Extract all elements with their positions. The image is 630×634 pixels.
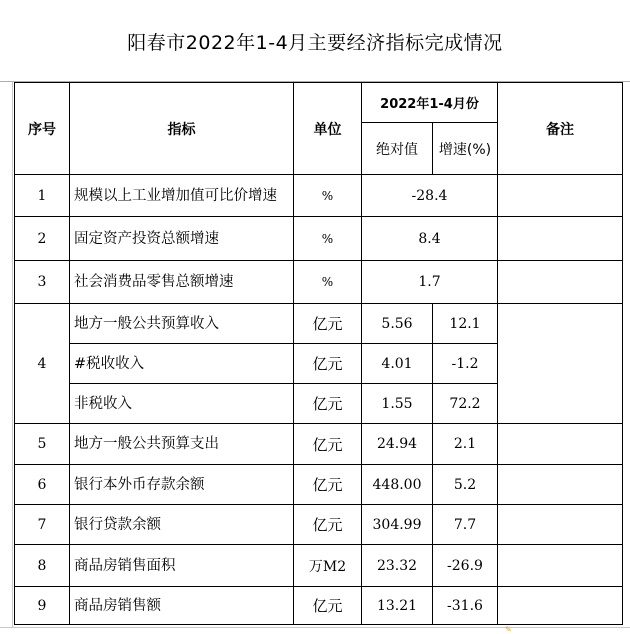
row-unit: 亿元 [294,344,362,384]
row-indicator: 非税收入 [70,384,294,424]
row-seq: 7 [15,505,70,545]
row-seq: 3 [15,261,70,304]
row-remark [498,217,623,261]
row-indicator: 地方一般公共预算收入 [70,304,294,344]
row-unit: 万M2 [294,545,362,587]
row-remark [498,424,623,465]
row-unit: % [294,217,362,261]
header-growth: 增速(%) [433,123,498,175]
row-unit: % [294,175,362,217]
row-remark [498,587,623,625]
row-seq: 2 [15,217,70,261]
row-value: 8.4 [362,217,498,261]
table-row [15,465,623,505]
row-unit: % [294,261,362,304]
row-indicator: 商品房销售面积 [70,545,294,587]
table-row [15,505,623,545]
table-row [15,304,623,344]
row-unit: 亿元 [294,587,362,625]
row-growth: 2.1 [433,424,498,465]
row-absolute: 24.94 [362,424,433,465]
row-growth: -31.6 [433,587,498,625]
row-seq: 6 [15,465,70,505]
row-seq: 9 [15,587,70,625]
header-absolute: 绝对值 [362,123,433,175]
row-absolute: 23.32 [362,545,433,587]
table-row [15,175,623,217]
row-indicator: 固定资产投资总额增速 [70,217,294,261]
row-unit: 亿元 [294,304,362,344]
row-growth: 72.2 [433,384,498,424]
header-seq: 序号 [15,83,70,175]
row-growth: 5.2 [433,465,498,505]
row-growth: 7.7 [433,505,498,545]
row-indicator: 商品房销售额 [70,587,294,625]
row-absolute: 304.99 [362,505,433,545]
row-value: 1.7 [362,261,498,304]
indicators-table [14,82,623,625]
row-remark [498,545,623,587]
header-indicator: 指标 [70,83,294,175]
row-remark [498,261,623,304]
page-title: 阳春市2022年1-4月主要经济指标完成情况 [127,31,503,54]
row-indicator: 银行贷款余额 [70,505,294,545]
row-seq: 4 [15,304,70,424]
row-indicator: 地方一般公共预算支出 [70,424,294,465]
table-row [15,587,623,625]
table-row [15,545,623,587]
row-indicator: 社会消费品零售总额增速 [70,261,294,304]
row-value: -28.4 [362,175,498,217]
row-seq: 8 [15,545,70,587]
row-indicator: 银行本外币存款余额 [70,465,294,505]
row-absolute: 4.01 [362,344,433,384]
row-absolute: 13.21 [362,587,433,625]
header-remark: 备注 [498,83,623,175]
row-remark [498,465,623,505]
row-growth: -26.9 [433,545,498,587]
table-row [15,424,623,465]
row-absolute: 1.55 [362,384,433,424]
row-growth: 12.1 [433,304,498,344]
row-unit: 亿元 [294,465,362,505]
header-period: 2022年1-4月份 [362,83,498,123]
row-seq: 5 [15,424,70,465]
row-unit: 亿元 [294,505,362,545]
row-remark [498,175,623,217]
row-remark [498,304,623,424]
row-growth: -1.2 [433,344,498,384]
header-row-top [15,83,623,123]
row-absolute: 5.56 [362,304,433,344]
row-unit: 亿元 [294,424,362,465]
row-seq: 1 [15,175,70,217]
sheet-bottom-gridline [0,627,630,628]
table-row [15,261,623,304]
row-indicator: #税收收入 [70,344,294,384]
row-absolute: 448.00 [362,465,433,505]
sheet-left-gridline [12,82,13,627]
fill-handle-icon[interactable]: ✎ [505,625,512,634]
table-row [15,217,623,261]
row-remark [498,505,623,545]
row-unit: 亿元 [294,384,362,424]
row-indicator: 规模以上工业增加值可比价增速 [70,175,294,217]
header-unit: 单位 [294,83,362,175]
